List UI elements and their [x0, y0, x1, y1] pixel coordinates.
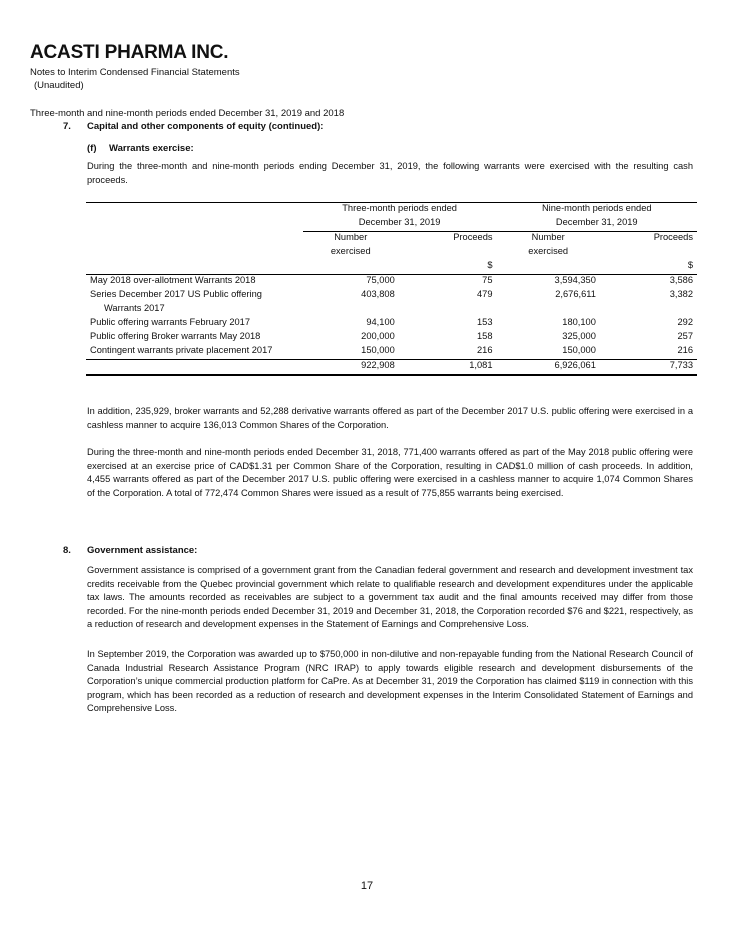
col-proceeds-3m: Proceeds: [453, 232, 493, 242]
section-7-number: 7.: [63, 121, 71, 132]
table-row-continuation: [86, 303, 697, 317]
total-proceeds-3m: 1,081: [399, 360, 497, 376]
cell-proceeds-3m: 158: [477, 331, 493, 341]
col-number-3m: Number: [334, 232, 368, 242]
warrants-table: [86, 202, 697, 376]
cell-number-3m: 200,000: [361, 331, 395, 341]
unaudited-label: (Unaudited): [34, 80, 84, 91]
col-number-9m: Number: [531, 232, 565, 242]
table-total-row: [86, 360, 697, 376]
row-label: Contingent warrants private placement 2017: [90, 345, 273, 355]
cell-number-9m: 150,000: [562, 345, 596, 355]
cell-number-9m: 325,000: [562, 331, 596, 341]
group-nine-month-header: Nine-month periods ended: [497, 203, 697, 218]
cell-proceeds-9m: 257: [677, 331, 693, 341]
table-row: [86, 289, 697, 303]
row-label: Public offering warrants February 2017: [90, 317, 251, 327]
document-subtitle: Notes to Interim Condensed Financial Statements: [30, 67, 240, 78]
section-8-title: Government assistance:: [87, 545, 198, 556]
cell-number-9m: 180,100: [562, 317, 596, 327]
total-number-3m: 922,908: [303, 360, 399, 376]
col-exercised-3m: exercised: [330, 246, 371, 256]
table-row: [86, 331, 697, 345]
row-label: May 2018 over-allotment Warrants 2018: [86, 275, 303, 290]
paragraph-2018-exercise: During the three-month and nine-month periods ended December 31, 2018, 771,400 warrants offered as part of the May 2018 public offering were exercised at an exercise price of CAD$1.31 per Common Share of the Corporation, resulting in CAD$1.0 million of cash proceeds. In addition, 4,455 warrants offered as part of the December 2017 U.S. public offering were exercised in a cashless manner to acquire 1,074 Common Shares of the Corporation. A total of 772,474 Common Shares were issued as a result of 775,855 warrants being exercised.: [87, 447, 693, 498]
total-number-9m: 6,926,061: [497, 360, 600, 376]
group-nine-month-date: December 31, 2019: [497, 217, 697, 232]
cell-proceeds-3m: 479: [477, 289, 493, 299]
col-proceeds-9m: Proceeds: [653, 232, 693, 242]
cell-number-3m: 150,000: [361, 345, 395, 355]
paragraph-government-assistance: Government assistance is comprised of a government grant from the Canadian federal government and research and development investment tax credits receivable from the Quebec provincial government which relate to qualifiable research and development expenditures under the applicable tax laws. The amounts recorded as receivables are subject to a government tax audit and the final amounts received may differ from those recorded. For the nine-month periods ended December 31, 2019 and December 31, 2018, the Corporation recorded $76 and $221, respectively, as a reduction of research and development expenses in the Statement of Earnings and Comprehensive Loss.: [87, 565, 693, 630]
cell-number-3m: 403,808: [361, 289, 395, 299]
cell-proceeds-9m: 292: [677, 317, 693, 327]
company-name: ACASTI PHARMA INC.: [30, 42, 229, 63]
row-label: Public offering Broker warrants May 2018: [90, 331, 261, 341]
page-number: 17: [360, 880, 374, 892]
cell-number-3m: 75,000: [303, 275, 399, 290]
cell-proceeds-3m: 75: [399, 275, 497, 290]
row-label-continuation: Warrants 2017: [104, 303, 165, 313]
group-three-month-date: December 31, 2019: [303, 217, 497, 232]
paragraph-cashless-exercise: In addition, 235,929, broker warrants and 52,288 derivative warrants offered as part of the December 2017 U.S. public offering were exercised in a cashless manner to acquire 136,013 Common Shares of the Corporation.: [87, 406, 693, 430]
cell-number-3m: 94,100: [366, 317, 395, 327]
warrants-intro: During the three-month and nine-month periods ending December 31, 2019, the following warrants were exercised with the resulting cash proceeds.: [87, 161, 693, 185]
paragraph-nrc-irap: In September 2019, the Corporation was awarded up to $750,000 in non-dilutive and non-repayable funding from the National Research Council of Canada Industrial Research Assistance Program (NRC IRAP) to apply towards eligible research and development disbursements of the Corporation’s unique commercial production platform for CaPre. As at December 31, 2019 the Corporation has claimed $119 in connection with this program, which has been recorded as a reduction of research and development expenses in the Interim Consolidated Statement of Earnings and Comprehensive Loss.: [87, 649, 693, 714]
group-three-month-header: Three-month periods ended: [303, 203, 497, 218]
section-7-title: Capital and other components of equity (continued):: [87, 121, 324, 132]
total-proceeds-9m: 7,733: [600, 360, 697, 376]
currency-3m: $: [487, 260, 493, 270]
cell-number-9m: 2,676,611: [555, 289, 596, 299]
subsection-f-label: (f): [87, 143, 97, 154]
section-8-number: 8.: [63, 545, 71, 556]
table-row: [86, 345, 697, 360]
row-label: Series December 2017 US Public offering: [90, 289, 262, 299]
subsection-f-title: Warrants exercise:: [109, 143, 194, 154]
cell-proceeds-9m: 3,586: [600, 275, 697, 290]
currency-9m: $: [687, 260, 693, 270]
cell-proceeds-9m: 3,382: [669, 289, 693, 299]
col-exercised-9m: exercised: [528, 246, 569, 256]
table-row: [86, 275, 697, 290]
cell-proceeds-9m: 216: [677, 345, 693, 355]
cell-proceeds-3m: 216: [477, 345, 493, 355]
period-heading: Three-month and nine-month periods ended December 31, 2019 and 2018: [30, 108, 345, 119]
cell-proceeds-3m: 153: [477, 317, 493, 327]
table-row: [86, 317, 697, 331]
cell-number-9m: 3,594,350: [497, 275, 600, 290]
